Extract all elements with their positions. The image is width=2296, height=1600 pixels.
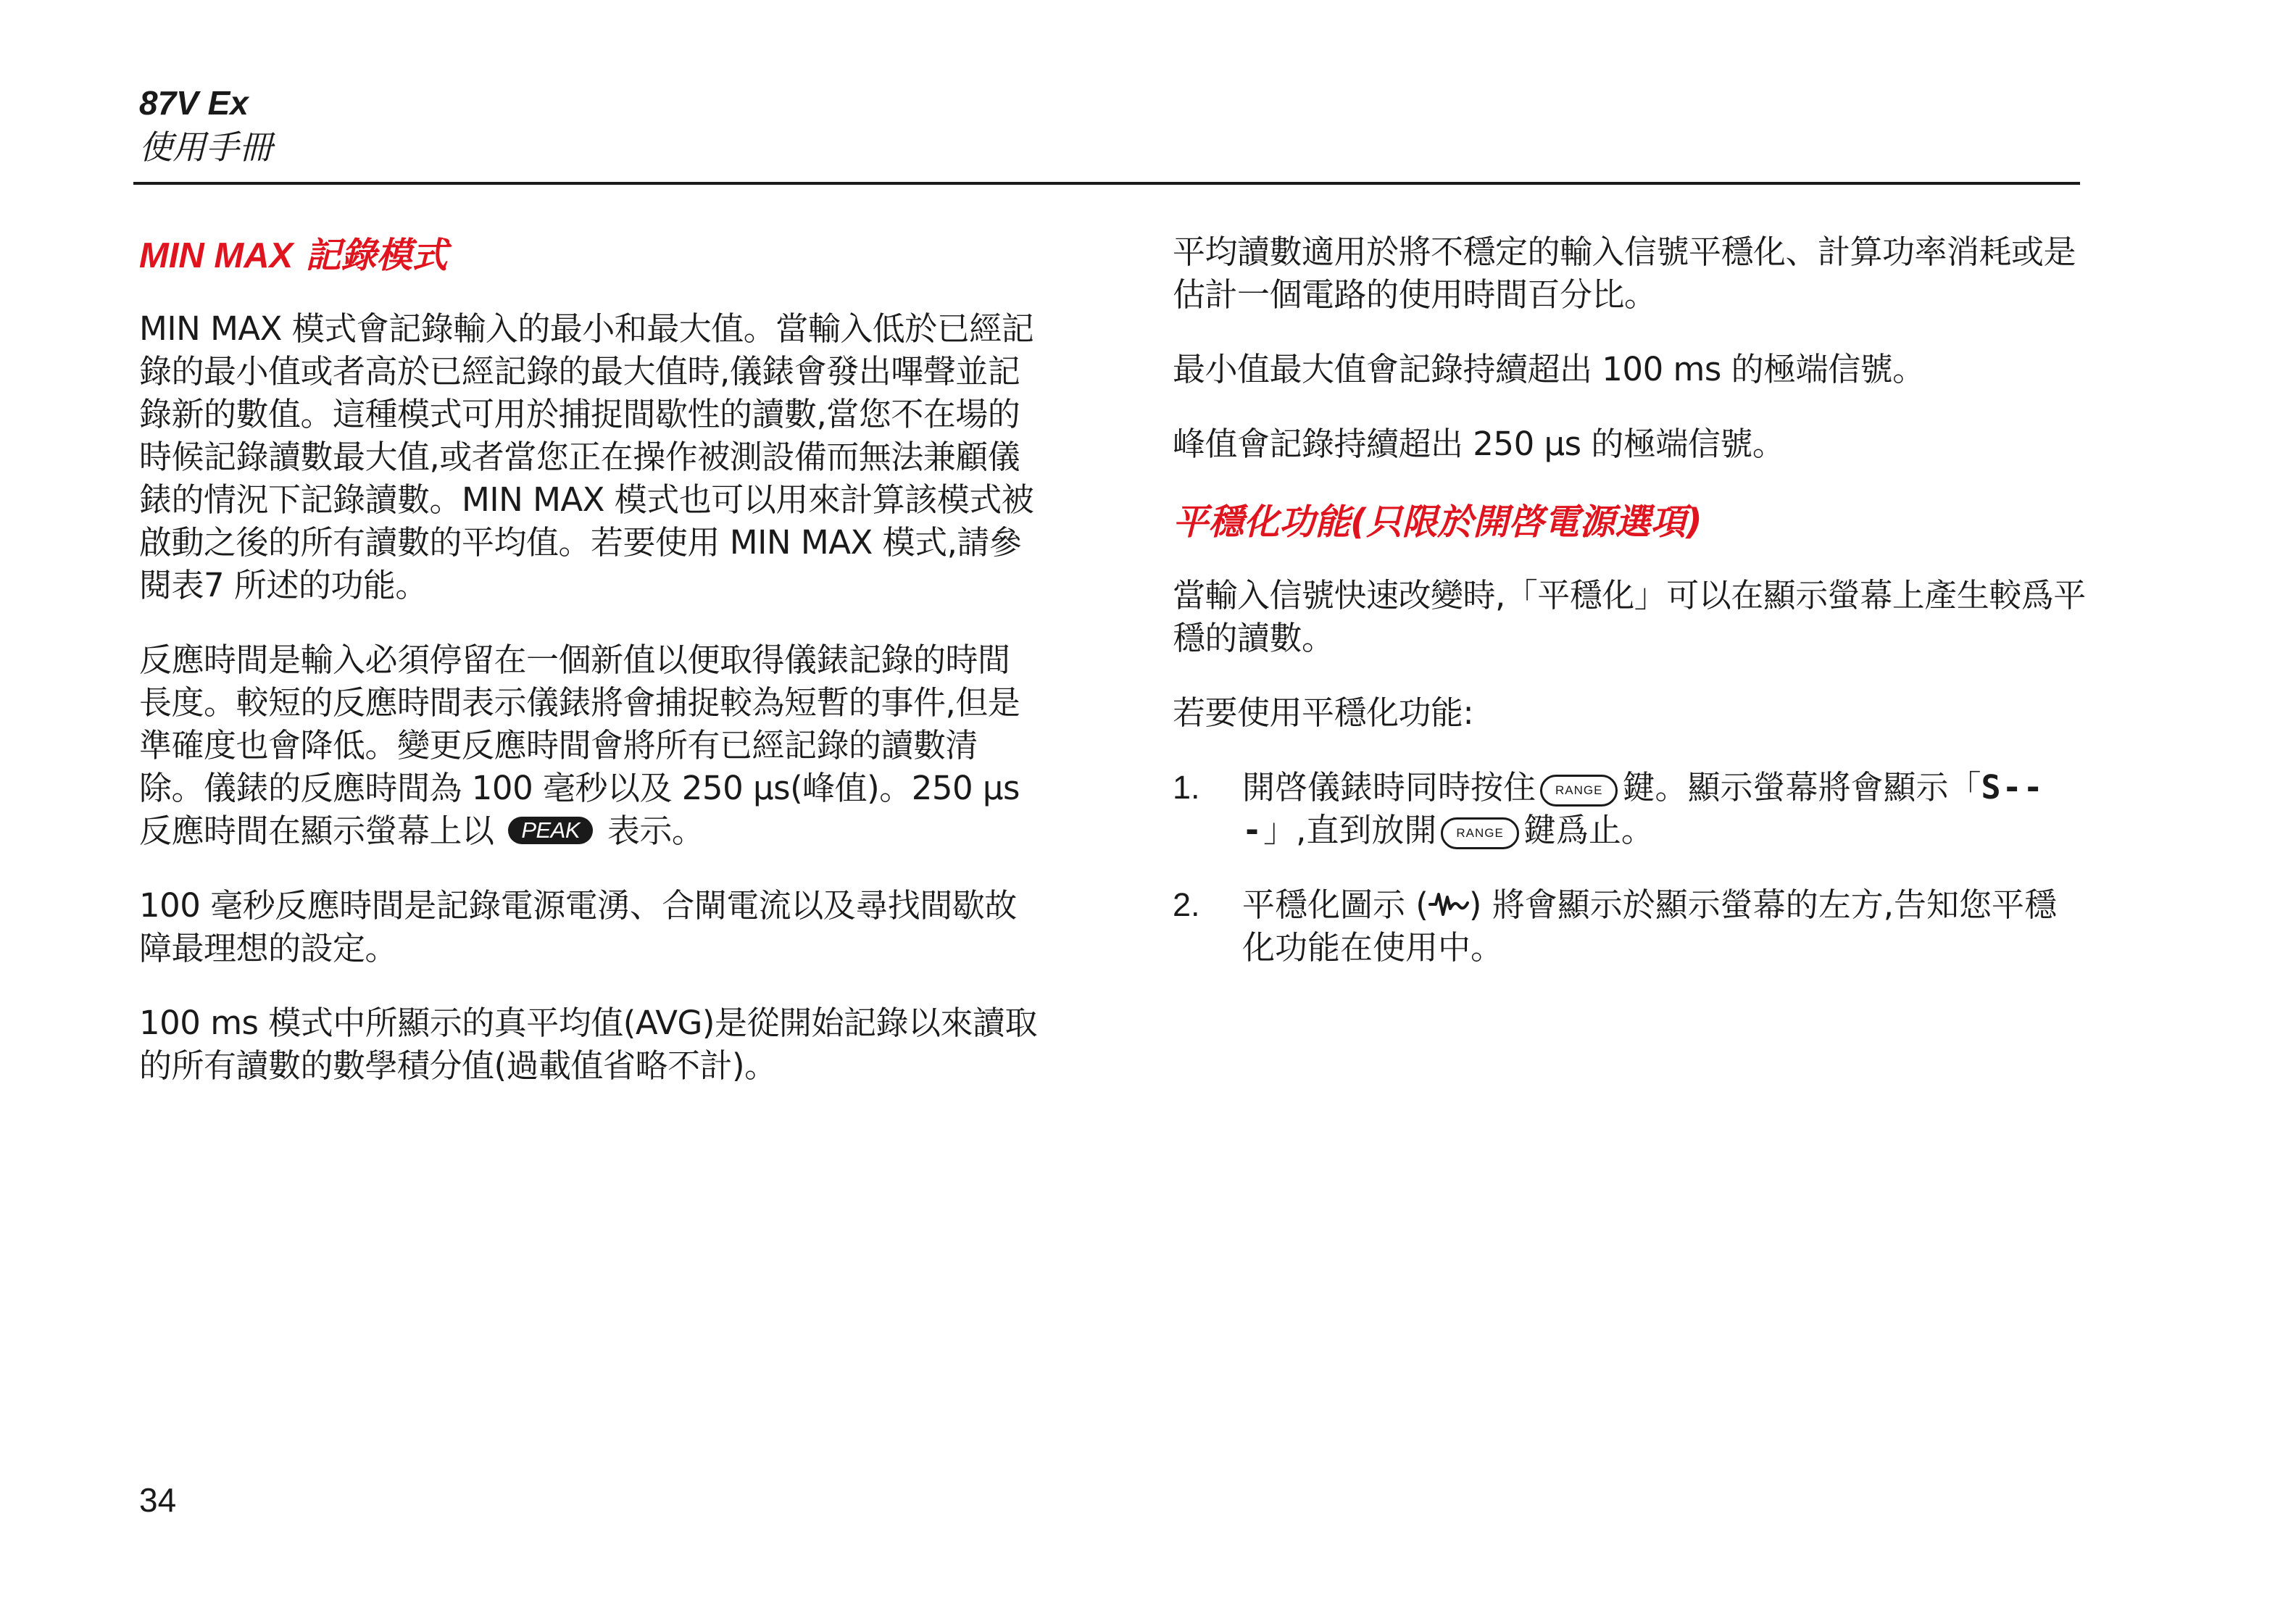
smoothing-wave-icon <box>1428 890 1469 919</box>
average-reading-paragraph: 平均讀數適用於將不穩定的輸入信號平穩化、計算功率消耗或是估計一個電路的使用時間百分比。 <box>1173 233 2076 314</box>
step-1 <box>1173 766 2086 851</box>
100ms-setting-paragraph: 100 毫秒反應時間是記錄電源電湧、合閘電流以及尋找間歇故障最理想的設定。 <box>139 886 1017 967</box>
step-text: 鍵。顯示螢幕將會顯示「 <box>1622 768 1981 807</box>
page-header <box>139 81 2081 170</box>
min-max-extreme-paragraph: 最小值最大值會記錄持續超出 100 ms 的極端信號。 <box>1173 350 1925 388</box>
header-divider <box>133 182 2080 185</box>
step-text: 開啓儀錶時同時按住 <box>1242 768 1536 807</box>
step-text: 」,直到放開 <box>1263 811 1437 849</box>
step-2 <box>1173 883 2086 969</box>
peak-extreme-paragraph: 峰值會記錄持續超出 250 µs 的極端信號。 <box>1173 425 1785 463</box>
range-key-icon: RANGE <box>1540 775 1618 807</box>
section-title-cjk: 記錄模式 <box>293 235 448 276</box>
avg-paragraph: 100 ms 模式中所顯示的真平均值(AVG)是從開始記錄以來讀取的所有讀數的數學積分值(過載值省略不計)。 <box>139 1004 1037 1085</box>
response-time-text: 反應時間是輸入必須停留在一個新值以便取得儀錶記錄的時間長度。較短的反應時間表示儀錶將會捕捉較為短暫的事件,但是準確度也會降低。變更反應時間會將所有已經記錄的讀數清除。儀錶的反應時間為 100 毫秒以及 250 µs(峰值)。250 µs 反應時間在顯示螢幕上以 <box>139 641 1020 850</box>
manual-title: 使用手冊 <box>139 128 273 167</box>
range-key-icon: RANGE <box>1441 817 1518 849</box>
min-max-intro-paragraph: MIN MAX 模式會記錄輸入的最小和最大值。當輸入低於已經記錄的最小值或者高於已經記錄的最大值時,儀錶會發出嗶聲並記錄新的數值。這種模式可用於捕捉間歇性的讀數,當您不在場的時候記錄讀數最大值,或者當您正在操作被測設備而無法兼顧儀錶的情況下記錄讀數。MIN MAX 模式也可以用來計算該模式被啟動之後的所有讀數的平均值。若要使用 MIN MAX 模式,請參閱表7 所述的功能。 <box>139 309 1034 604</box>
section-title-smoothing: 平穩化功能(只限於開啓電源選項) <box>1173 501 1702 543</box>
smoothing-intro-paragraph: 當輸入信號快速改變時,「平穩化」可以在顯示螢幕上產生較爲平穩的讀數。 <box>1173 576 2086 657</box>
step-text: 鍵爲止。 <box>1523 811 1654 849</box>
right-column <box>1173 230 2086 1001</box>
step-text: 平穩化圖示 ( <box>1242 886 1428 924</box>
response-time-paragraph <box>139 638 1038 852</box>
left-column <box>139 230 1038 1119</box>
lcd-smoothing-glyph: S--- <box>1242 768 2045 849</box>
response-time-text-end: 表示。 <box>607 812 704 850</box>
product-name: 87V Ex <box>139 84 249 122</box>
step-number: 1. <box>1173 769 1200 806</box>
section-title-min-max <box>139 230 1038 281</box>
step-number: 2. <box>1173 886 1200 923</box>
step-text: ) 將會顯示於顯示螢幕的左方,告知您平穩化功能在使用中。 <box>1242 886 2058 967</box>
section-title-latin: MIN MAX <box>139 236 294 275</box>
smoothing-usage-lead: 若要使用平穩化功能: <box>1173 693 1474 732</box>
page-number: 34 <box>139 1481 177 1519</box>
peak-indicator-icon: PEAK <box>508 817 593 844</box>
